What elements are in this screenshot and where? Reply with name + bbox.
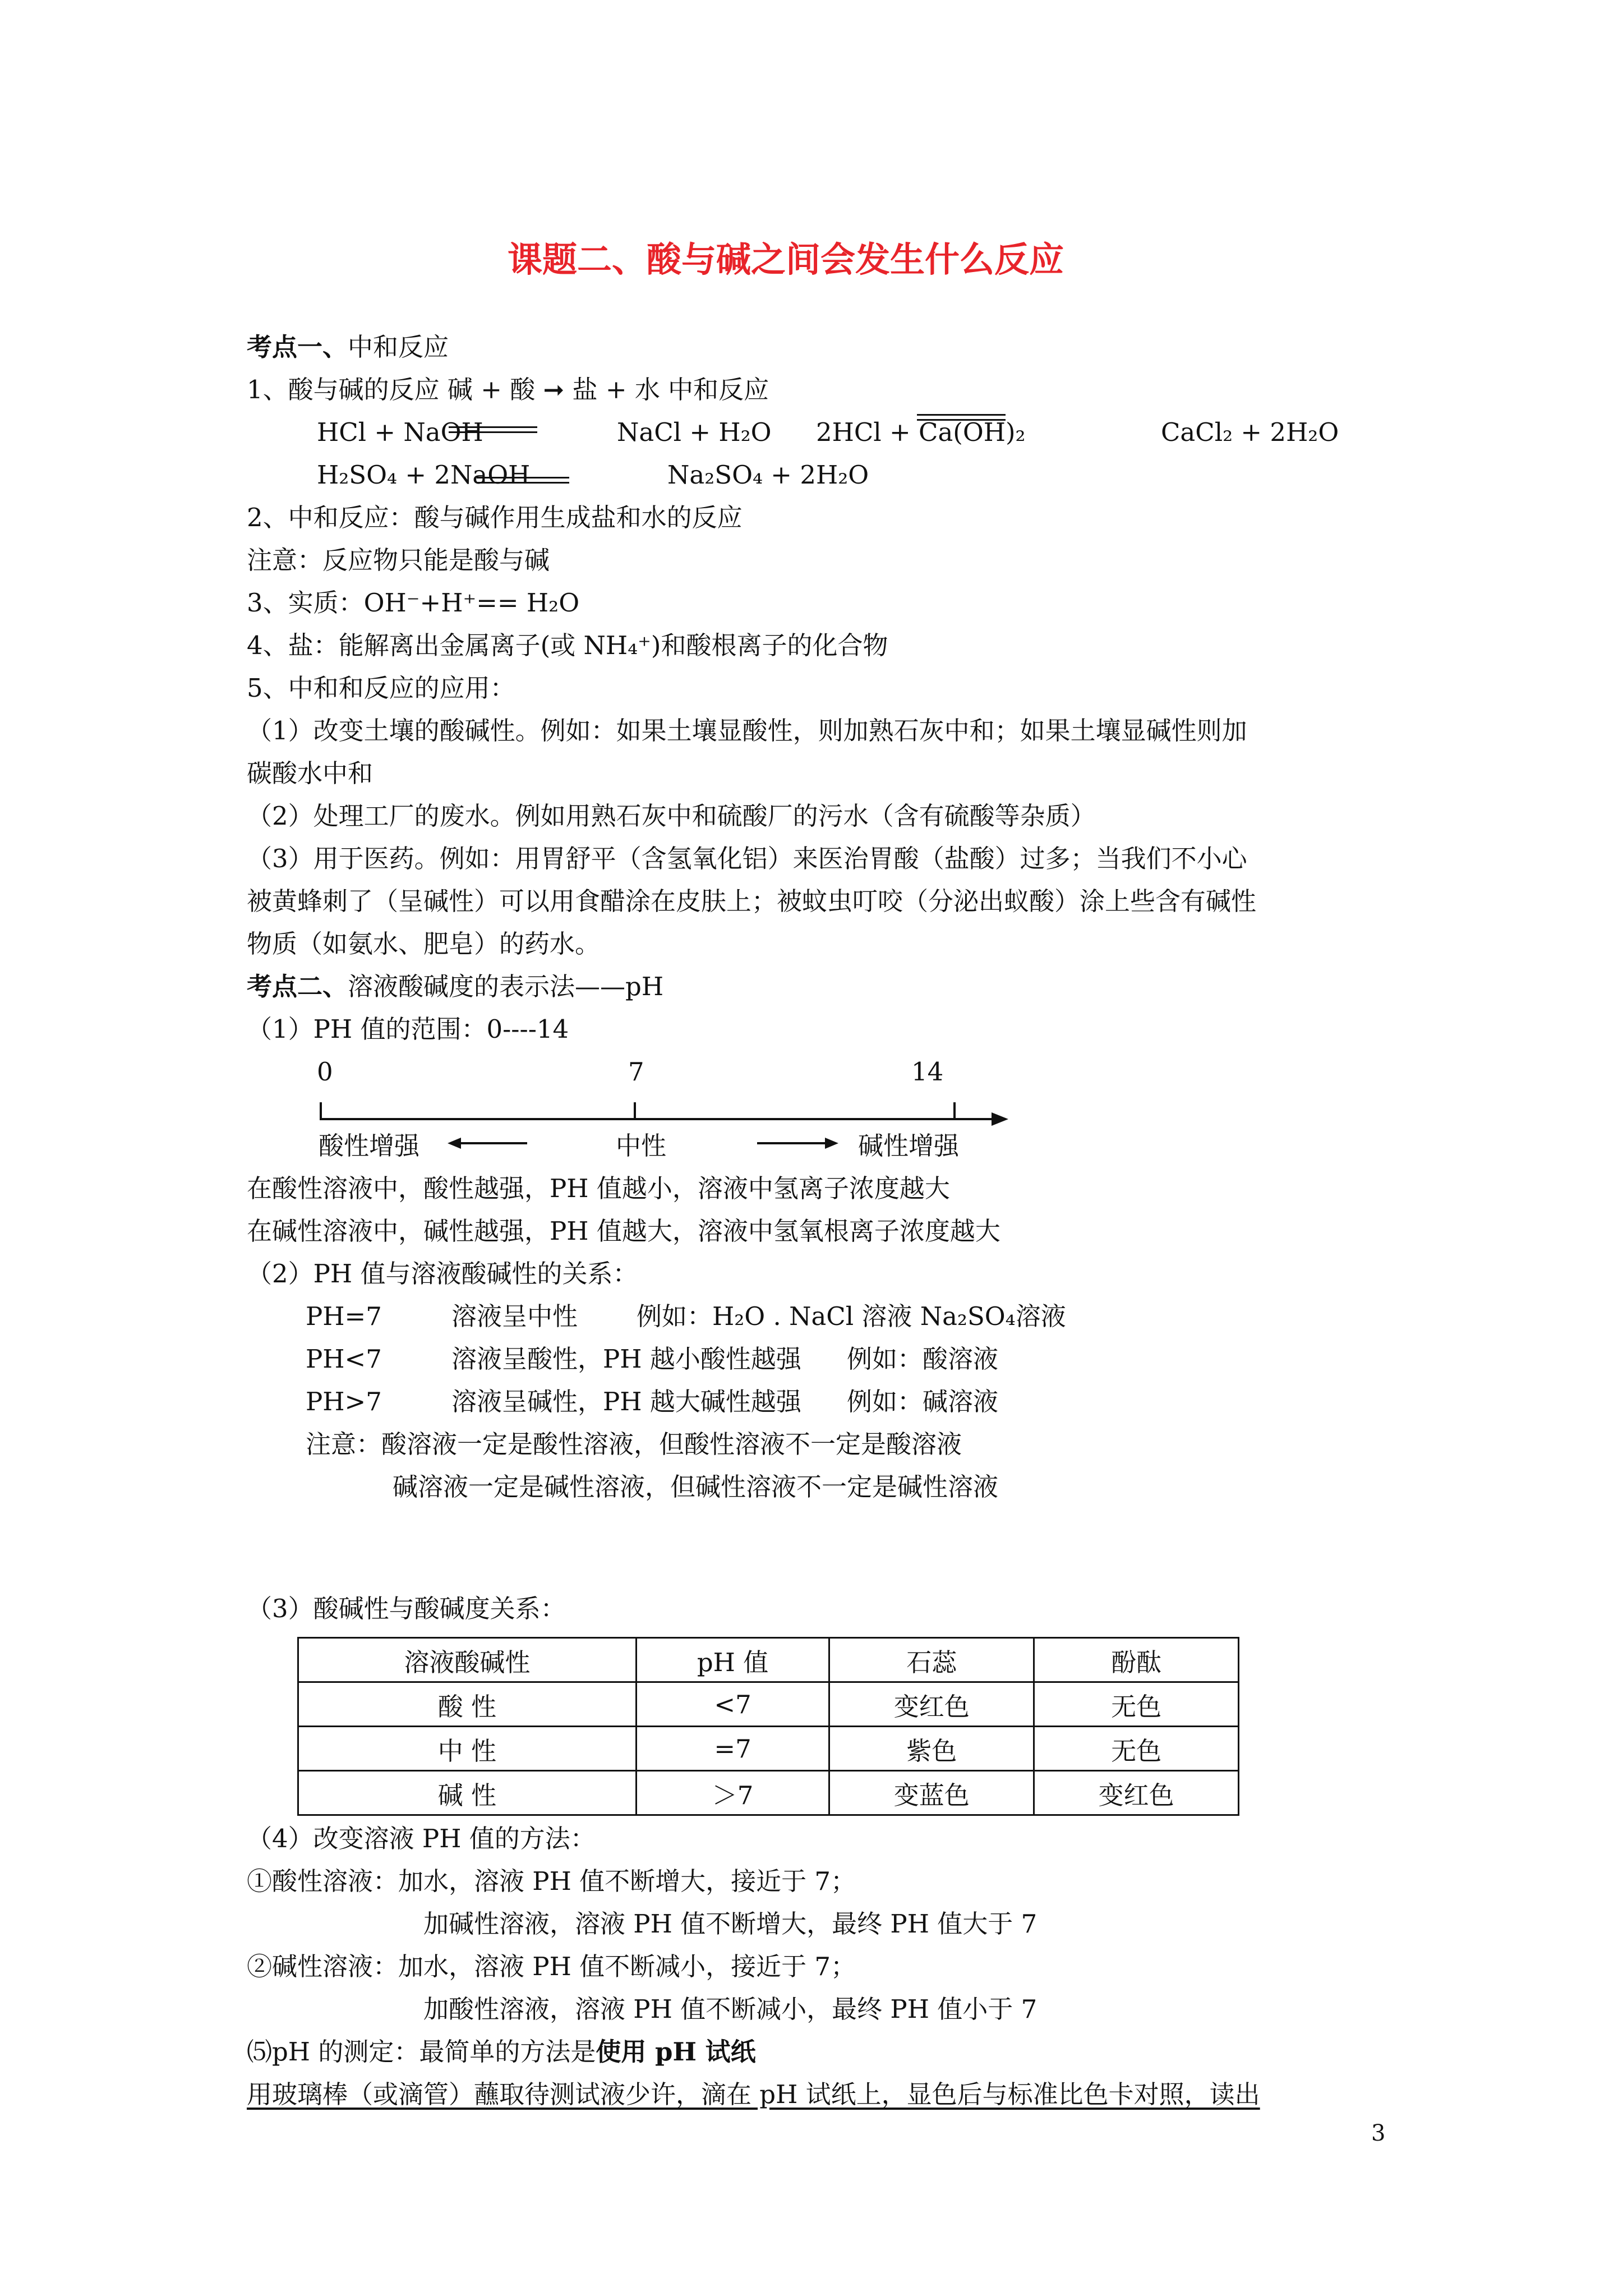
- section-2-heading: [247, 974, 663, 999]
- s1-line-2: 2、中和反应：酸与碱作用生成盐和水的反应: [247, 503, 743, 532]
- table-header-cell: pH 值: [636, 1638, 829, 1682]
- table-cell: <7: [636, 1682, 829, 1727]
- equation-2b: Na₂SO₄ + 2H₂O: [667, 460, 869, 490]
- table-cell: 变红色: [1034, 1771, 1239, 1815]
- method-line-1: ①酸性溶液：加水，溶液 PH 值不断增大，接近于 7；: [247, 1866, 856, 1896]
- s1-line-9: （2）处理工厂的废水。例如用熟石灰中和硫酸厂的污水（含有硫酸等杂质）: [247, 801, 1096, 831]
- equation-1d: CaCl₂ + 2H₂O: [1161, 417, 1339, 447]
- s1-line-4: 3、实质：OH⁻+H⁺== H₂O: [247, 588, 580, 618]
- table-header-cell: 石蕊: [829, 1638, 1034, 1682]
- rel-row-1-desc: 溶液呈中性: [451, 1301, 578, 1331]
- s1-line-3: 注意：反应物只能是酸与碱: [247, 545, 550, 575]
- table-cell: 中 性: [298, 1727, 637, 1771]
- equation-1a: HCl + NaOH: [317, 417, 483, 447]
- table-header-cell: 溶液酸碱性: [298, 1638, 637, 1682]
- table-row: [298, 1771, 1239, 1815]
- s1-line-6: 5、中和和反应的应用：: [247, 673, 515, 703]
- table-cell: 酸 性: [298, 1682, 637, 1727]
- scale-label-base: 碱性增强: [858, 1131, 960, 1161]
- s2-line-5: （3）酸碱性与酸碱度关系：: [247, 1594, 566, 1623]
- base-arrow-head-icon: [825, 1138, 838, 1149]
- s1-line-7: （1）改变土壤的酸碱性。例如：如果土壤显酸性，则加熟石灰中和；如果土壤显碱性则加: [247, 716, 1247, 746]
- rel-row-3-desc: 溶液呈碱性，PH 越大碱性越强: [451, 1387, 801, 1416]
- page-number: 3: [1371, 2120, 1386, 2146]
- scale-tick-label-0: 0: [317, 1057, 333, 1087]
- table-header-cell: 酚酞: [1034, 1638, 1239, 1682]
- method-line-5-bold: 使用 pH 试纸: [596, 2037, 756, 2067]
- s1-line-8: 碳酸水中和: [247, 758, 374, 788]
- s2-line-2: 在酸性溶液中，酸性越强，PH 值越小，溶液中氢离子浓度越大: [247, 1174, 950, 1203]
- method-line-4: 加酸性溶液，溶液 PH 值不断减小，最终 PH 值小于 7: [423, 1994, 1038, 2024]
- scale-tick-label-7: 7: [628, 1057, 644, 1087]
- table-row: [298, 1682, 1239, 1727]
- s2-line-6: （4）改变溶液 PH 值的方法：: [247, 1824, 596, 1853]
- page-title: 课题二、酸与碱之间会发生什么反应: [508, 239, 1064, 280]
- rel-row-1-ph: PH=7: [306, 1301, 382, 1331]
- method-line-3: ②碱性溶液：加水，溶液 PH 值不断减小，接近于 7；: [247, 1952, 856, 1981]
- rel-row-1-example: 例如：H₂O . NaCl 溶液 Na₂SO₄溶液: [637, 1301, 1066, 1331]
- rel-row-2-desc: 溶液呈酸性，PH 越小酸性越强: [451, 1344, 801, 1374]
- rel-row-2-ph: PH<7: [306, 1344, 382, 1374]
- note-2: 碱溶液一定是碱性溶液，但碱性溶液不一定是碱性溶液: [393, 1472, 999, 1502]
- scale-arrow-head-icon: [992, 1112, 1008, 1126]
- rel-row-3-example: 例如：碱溶液: [847, 1387, 999, 1416]
- s1-line-1: 1、酸与碱的反应 碱 + 酸 ➞ 盐 + 水 中和反应: [247, 375, 769, 404]
- s1-line-5: 4、盐：能解离出金属离子(或 NH₄⁺)和酸根离子的化合物: [247, 631, 888, 660]
- table-cell: 无色: [1034, 1682, 1239, 1727]
- equation-1c: 2HCl + Ca(OH)₂: [816, 417, 1026, 447]
- table-cell: 变红色: [829, 1682, 1034, 1727]
- table-cell: =7: [636, 1727, 829, 1771]
- equation-1b: NaCl + H₂O: [617, 417, 772, 447]
- method-line-2: 加碱性溶液，溶液 PH 值不断增大，最终 PH 值大于 7: [423, 1909, 1038, 1939]
- table-cell: 碱 性: [298, 1771, 637, 1815]
- table-cell: 变蓝色: [829, 1771, 1034, 1815]
- equals-sign-3: [477, 477, 569, 484]
- note-1: 注意：酸溶液一定是酸性溶液，但酸性溶液不一定是酸溶液: [306, 1429, 962, 1459]
- table-row: [298, 1727, 1239, 1771]
- s2-line-3: 在碱性溶液中，碱性越强，PH 值越大，溶液中氢氧根离子浓度越大: [247, 1216, 1000, 1246]
- rel-row-3-ph: PH>7: [306, 1387, 382, 1416]
- scale-label-acid: 酸性增强: [319, 1131, 420, 1161]
- section-2-heading-bold: 考点二、: [247, 972, 348, 1001]
- method-line-5: [247, 2037, 756, 2067]
- s2-line-4: （2）PH 值与溶液酸碱性的关系：: [247, 1259, 638, 1289]
- s2-line-1: （1）PH 值的范围：0----14: [247, 1014, 569, 1044]
- section-1-heading: [247, 334, 449, 360]
- method-line-6: 用玻璃棒（或滴管）蘸取待测试液少许，滴在 pH 试纸上，显色后与标准比色卡对照，读出: [247, 2079, 1260, 2109]
- s1-line-10: （3）用于医药。例如：用胃舒平（含氢氧化铝）来医治胃酸（盐酸）过多；当我们不小心: [247, 844, 1247, 873]
- scale-label-neutral: 中性: [616, 1131, 667, 1161]
- section-2-heading-rest: 溶液酸碱度的表示法——pH: [348, 972, 664, 1001]
- acid-base-table: [297, 1637, 1239, 1816]
- table-cell: 无色: [1034, 1727, 1239, 1771]
- table-header-row: [298, 1638, 1239, 1682]
- s1-line-12: 物质（如氨水、肥皂）的药水。: [247, 929, 601, 959]
- section-1-heading-bold: 考点一、: [247, 332, 348, 362]
- section-1-heading-rest: 中和反应: [348, 332, 449, 362]
- rel-row-2-example: 例如：酸溶液: [847, 1344, 999, 1374]
- s1-line-11: 被黄蜂刺了（呈碱性）可以用食醋涂在皮肤上；被蚊虫叮咬（分泌出蚁酸）涂上些含有碱性: [247, 886, 1257, 916]
- table-cell: 紫色: [829, 1727, 1034, 1771]
- acid-arrow-head-icon: [448, 1138, 461, 1149]
- scale-tick-label-14: 14: [911, 1057, 944, 1087]
- equals-sign-2: [917, 414, 1006, 421]
- equation-2a: H₂SO₄ + 2NaOH: [317, 460, 531, 490]
- table-cell: ＞7: [636, 1771, 829, 1815]
- method-line-5-text: ⑸pH 的测定：最简单的方法是: [247, 2037, 596, 2067]
- equals-sign-1: [449, 426, 537, 433]
